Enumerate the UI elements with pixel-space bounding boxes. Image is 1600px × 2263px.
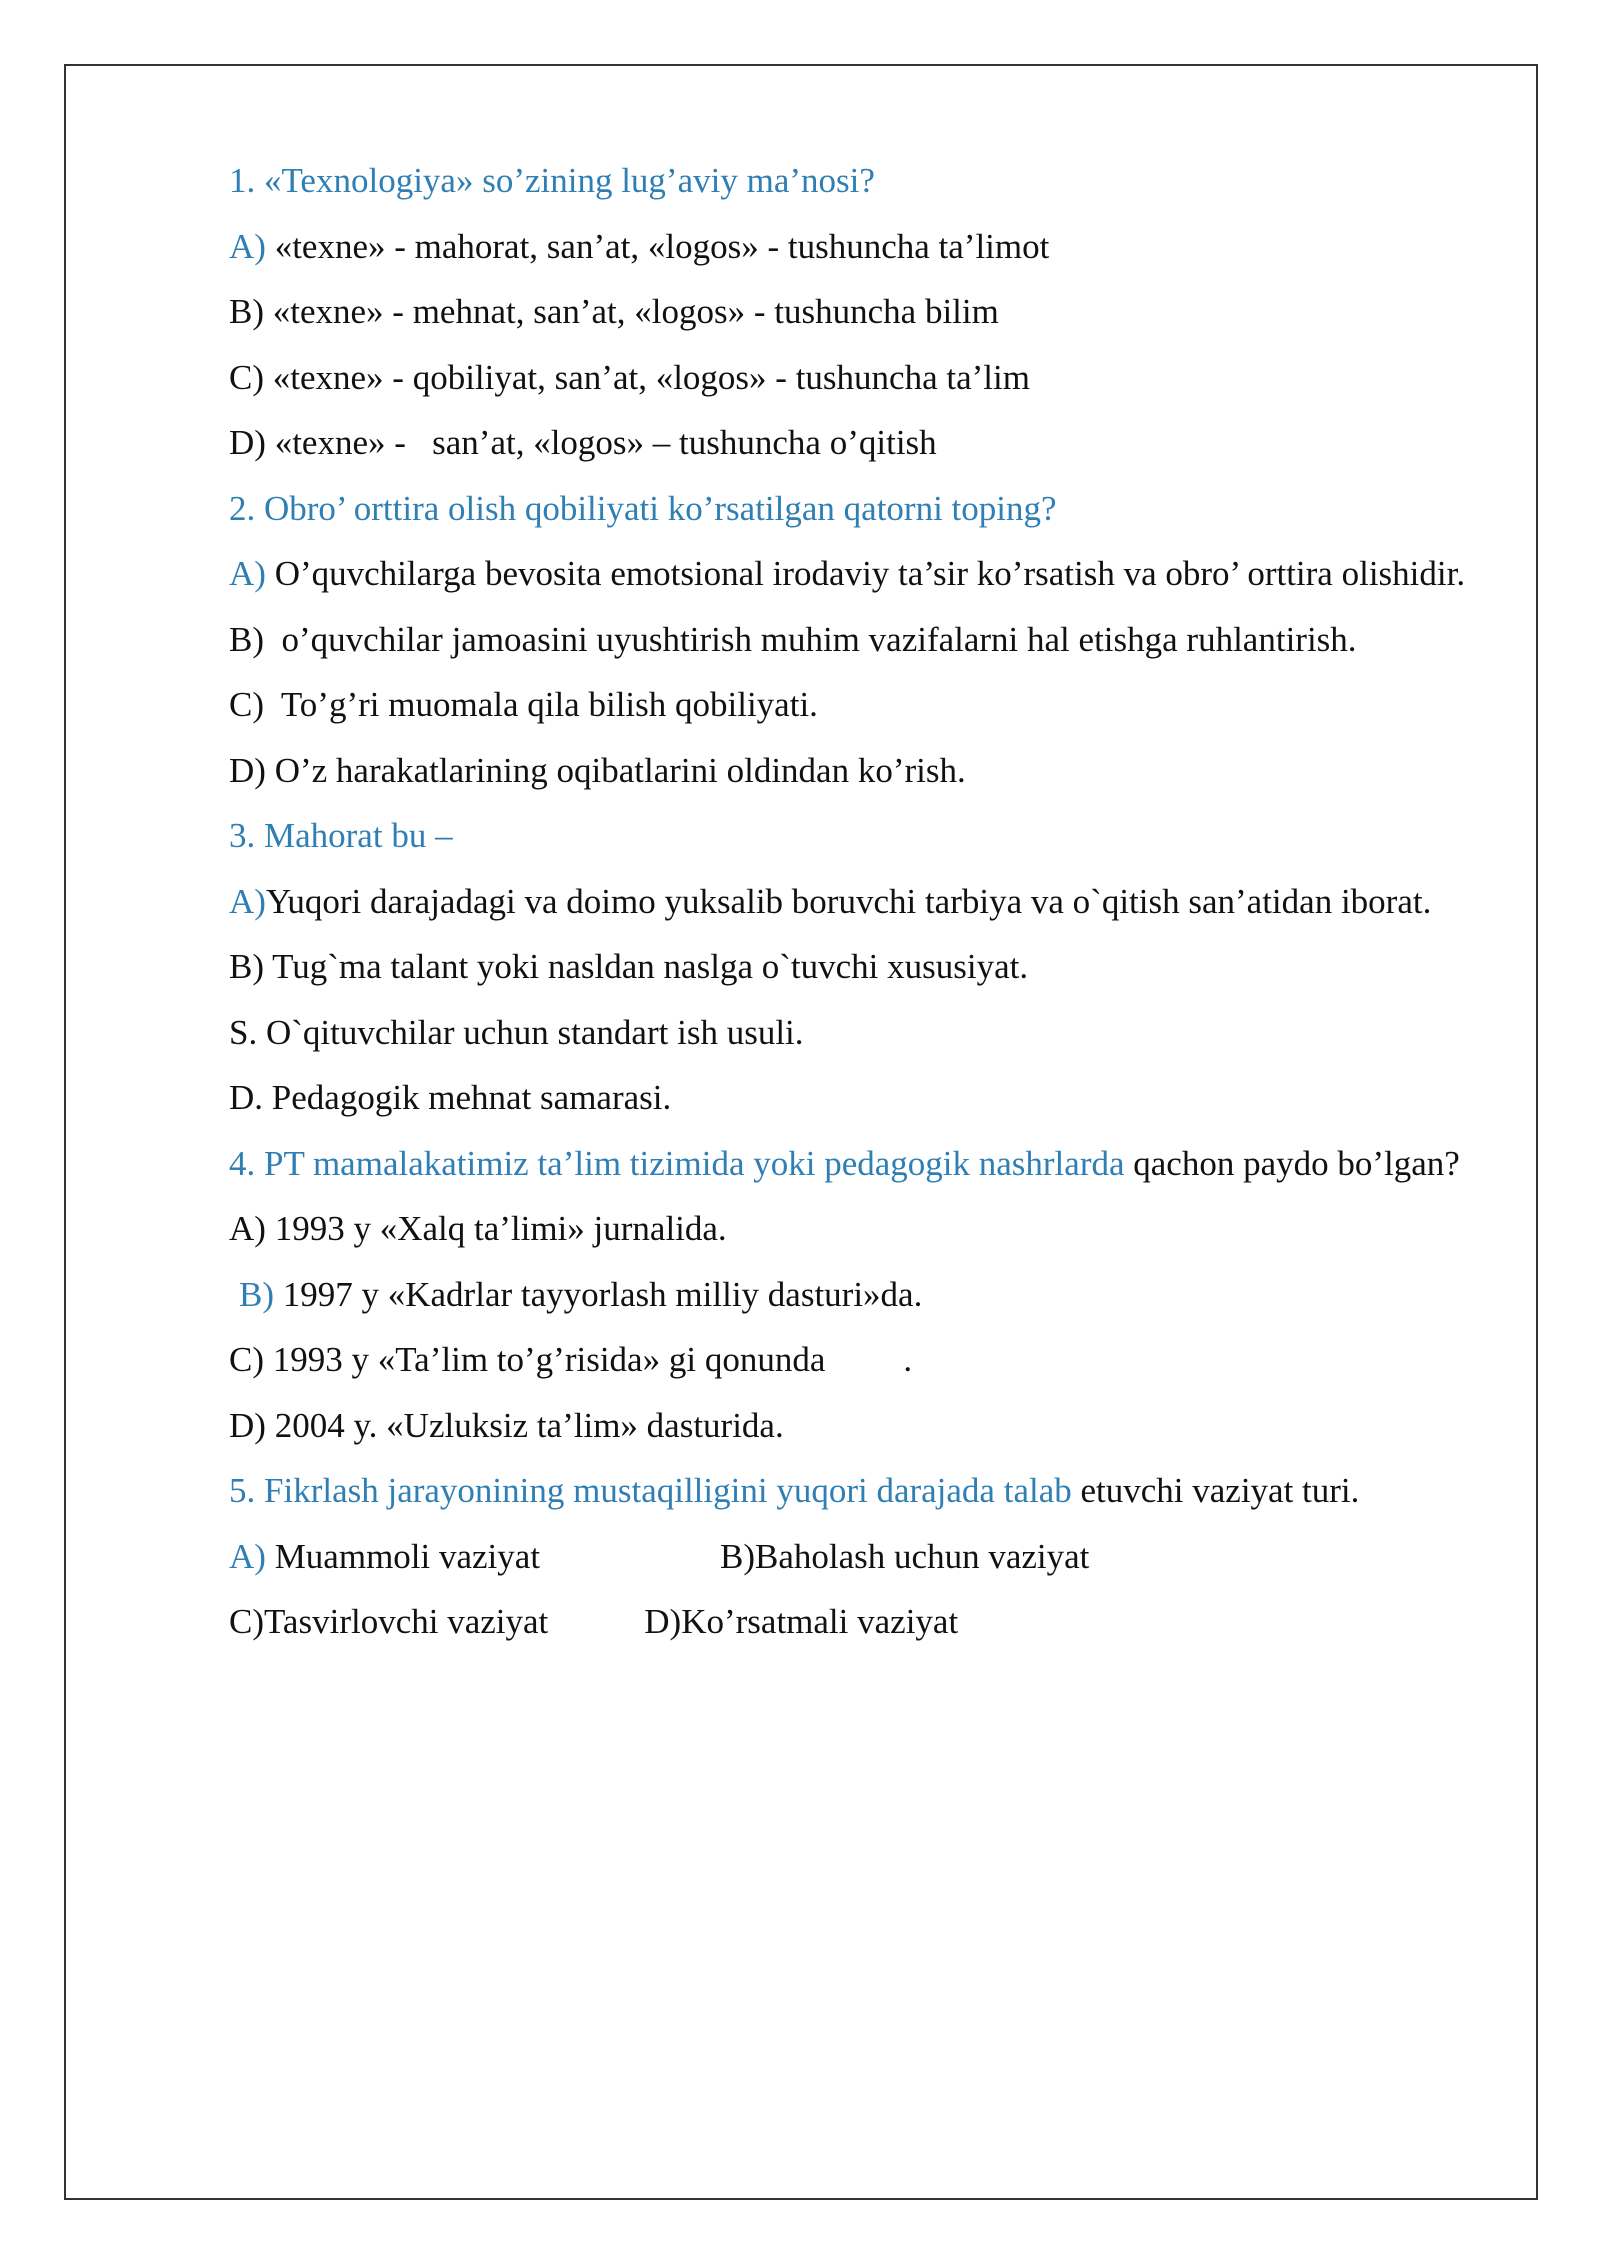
option-text: «texne» - san’at, «logos» – tushuncha o’qitish [265,423,937,462]
question-text: etuvchi vaziyat turi. [1071,1471,1360,1510]
option-letter: B) [229,619,264,659]
option-letter: C) [229,357,264,397]
q1-option-a [229,214,1489,280]
question-2: 2. Obro’ orttira olish qobiliyati ko’rsatilgan qatorni toping? [229,488,1057,528]
option-letter: B) [720,1536,756,1576]
q1-option-d [229,410,1489,476]
option-text: 1997 y «Kadrlar tayyorlash milliy dasturi»da. [274,1274,923,1314]
option-letter: D) [229,423,266,462]
option-text: O`qituvchilar uchun standart ish usuli. [257,1012,804,1052]
question-text-highlighted: 4. PT mamalakatimiz ta’lim tizimida yoki pedagogik nashrlarda [229,1143,1125,1183]
option-text: O’z harakatlarining oqibatlarini oldindan ko’rish. [265,750,966,790]
q3-option-s [229,1000,1489,1066]
option-text: O’quvchilarga bevosita emotsional irodaviy ta’sir ko’rsatish va obro’ orttira olishidir. [265,554,1466,593]
option-letter: A) [229,1536,266,1576]
q3-option-b [229,934,1489,1000]
option-letter: C) [229,685,264,724]
q4-option-d [229,1393,1489,1459]
option-letter: A) [229,226,266,266]
question-1: 1. «Texnologiya» so’zining lug’aviy ma’nosi? [229,161,875,200]
option-text: «texne» - qobiliyat, san’at, «logos» - tushuncha ta’lim [264,357,1030,397]
option-text: 1993 y «Xalq ta’limi» jurnalida. [265,1209,727,1248]
question-3: 3. Mahorat bu – [229,816,453,855]
option-text: Ko’rsatmali vaziyat [681,1602,959,1641]
q2-option-c [229,672,1489,738]
option-text: Tasvirlovchi vaziyat [264,1602,549,1641]
option-letter: C) [229,1340,264,1379]
option-letter: A) [229,554,266,593]
option-trail: . [903,1340,913,1379]
option-letter: B) [239,1274,274,1314]
option-text: Tug`ma talant yoki nasldan naslga o`tuvchi xususiyat. [264,947,1029,986]
q3-option-a [229,869,1489,935]
option-text: o’quvchilar jamoasini uyushtirish muhim vazifalarni hal etishga ruhlantirish. [264,619,1357,659]
option-text: Yuqori darajadagi va doimo yuksalib boruvchi tarbiya va o`qitish san’atidan iborat. [265,881,1432,921]
option-text: «texne» - mehnat, san’at, «logos» - tushuncha bilim [264,292,999,331]
question-text: qachon paydo bo’lgan? [1124,1143,1460,1183]
q1-option-c [229,345,1489,411]
q1-option-b [229,279,1489,345]
option-letter: D) [229,1405,266,1445]
q5-options-row-1 [229,1524,1489,1590]
option-letter: S. [229,1012,258,1052]
option-text: To’g’ri muomala qila bilish qobiliyati. [264,685,818,724]
option-text: «texne» - mahorat, san’at, «logos» - tushuncha ta’limot [265,226,1050,266]
quiz-content [229,148,1489,1655]
option-letter: D. [229,1078,264,1117]
option-letter: D) [229,750,266,790]
question-5 [229,1458,1489,1524]
option-text: Pedagogik mehnat samarasi. [263,1078,672,1117]
option-text: Muammoli vaziyat [265,1536,541,1576]
q2-option-d [229,738,1489,804]
q2-option-b [229,607,1489,673]
q2-option-a [229,541,1489,607]
question-text-highlighted: 5. Fikrlash jarayonining mustaqilligini yuqori darajada talab [229,1471,1072,1510]
option-letter: B) [229,292,264,331]
q3-option-d [229,1065,1489,1131]
option-text: 2004 y. «Uzluksiz ta’lim» dasturida. [265,1405,784,1445]
q4-option-c [229,1327,1489,1393]
option-letter: D) [644,1602,682,1641]
q4-option-a [229,1196,1489,1262]
option-text: Baholash uchun vaziyat [755,1536,1090,1576]
option-letter: A) [229,1209,266,1248]
option-letter: C) [229,1602,264,1641]
option-letter: A) [229,881,266,921]
option-letter: B) [229,947,264,986]
option-text: 1993 y «Ta’lim to’g’risida» gi qonunda [264,1340,826,1379]
q4-option-b [229,1262,1489,1328]
q5-options-row-2 [229,1589,1489,1655]
question-4 [229,1131,1489,1197]
